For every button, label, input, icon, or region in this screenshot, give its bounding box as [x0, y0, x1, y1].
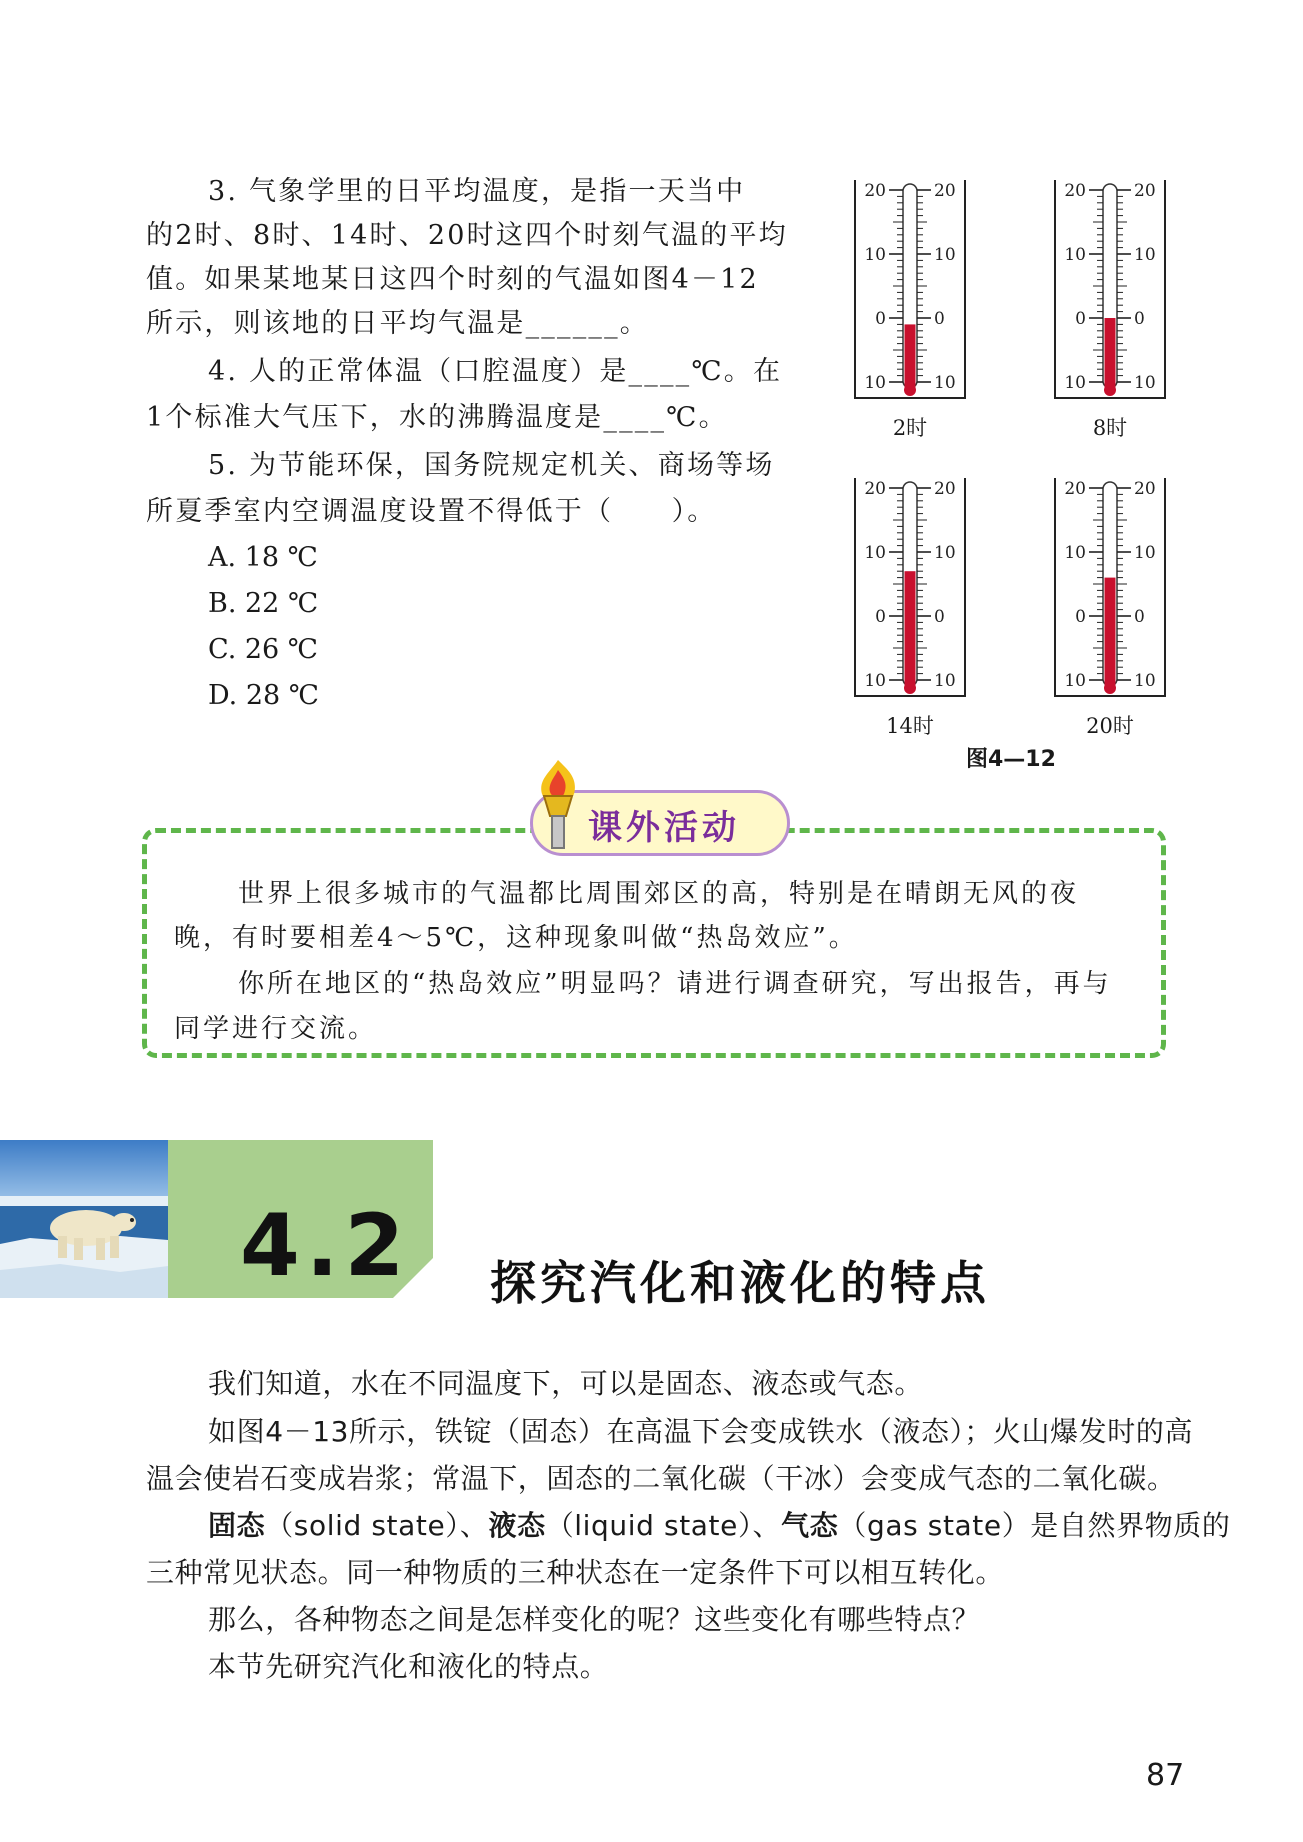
- scale-label: 10: [1064, 245, 1086, 265]
- thermometer-label: 2时: [892, 416, 928, 440]
- q3-line-1: 3. 气象学里的日平均温度，是指一天当中: [208, 176, 746, 207]
- body-paragraph-4: 那么，各种物态之间是怎样变化的呢？这些变化有哪些特点？: [208, 1603, 981, 1636]
- scale-label: 10: [1134, 671, 1156, 691]
- scale-label: 10: [934, 543, 956, 563]
- option-a: A. 18 ℃: [208, 542, 318, 573]
- term-gas: 气态: [781, 1509, 839, 1542]
- scale-label: 10: [1064, 543, 1086, 563]
- scale-label: 0: [934, 607, 945, 627]
- scale-label: 10: [864, 671, 886, 691]
- scale-label: 10: [864, 543, 886, 563]
- scale-label: 0: [1134, 607, 1145, 627]
- scale-label: 20: [864, 181, 886, 201]
- scale-label: 10: [864, 373, 886, 393]
- scale-label: 0: [1075, 607, 1086, 627]
- scale-label: 20: [1134, 181, 1156, 201]
- scale-label: 0: [875, 309, 886, 329]
- term-liquid-en: （liquid state）、: [545, 1509, 782, 1542]
- scale-label: 20: [864, 479, 886, 499]
- option-d: D. 28 ℃: [208, 680, 319, 711]
- page-number: 87: [1146, 1758, 1185, 1793]
- scale-label: 10: [934, 373, 956, 393]
- body-paragraph-2-line-1: 如图4－13所示，铁锭（固态）在高温下会变成铁水（液态）；火山爆发时的高: [208, 1415, 1194, 1448]
- activity-line-2: 晚，有时要相差4～5℃，这种现象叫做“热岛效应”。: [174, 923, 858, 953]
- thermometer-label: 20时: [1086, 714, 1134, 738]
- thermometer: [854, 180, 966, 400]
- scale-label: 20: [1134, 479, 1156, 499]
- mercury-column: [1105, 318, 1116, 390]
- scale-label: 10: [934, 671, 956, 691]
- activity-title: 课外活动: [588, 808, 740, 848]
- mercury-column: [1105, 578, 1116, 688]
- body-paragraph-5: 本节先研究汽化和液化的特点。: [208, 1650, 609, 1683]
- scale-label: 0: [1075, 309, 1086, 329]
- q3-line-2: 的2时、8时、14时、20时这四个时刻气温的平均: [146, 220, 788, 251]
- scale-label: 0: [1134, 309, 1145, 329]
- scale-label: 10: [1064, 671, 1086, 691]
- option-c: C. 26 ℃: [208, 634, 319, 665]
- scale-label: 10: [934, 245, 956, 265]
- thermometer-label: 8时: [1092, 416, 1128, 440]
- body-paragraph-3-line-1: [208, 1504, 1231, 1544]
- q3-line-4: 所示，则该地的日平均气温是______。: [146, 308, 649, 339]
- scale-label: 0: [934, 309, 945, 329]
- term-gas-en: （gas state）是自然界物质的: [838, 1509, 1231, 1542]
- scale-label: 20: [1064, 181, 1086, 201]
- mercury-column: [905, 571, 916, 688]
- q5-line-1: 5. 为节能环保，国务院规定机关、商场等场: [208, 450, 775, 481]
- section-title: 探究汽化和液化的特点: [490, 1256, 990, 1310]
- body-paragraph-1: 我们知道，水在不同温度下，可以是固态、液态或气态。: [208, 1367, 924, 1400]
- scale-label: 20: [1064, 479, 1086, 499]
- scale-label: 10: [864, 245, 886, 265]
- q5-line-2: 所夏季室内空调温度设置不得低于（ ）。: [146, 496, 717, 527]
- term-solid-en: （solid state）、: [265, 1509, 489, 1542]
- scale-label: 10: [1134, 543, 1156, 563]
- q4-line-1: 4. 人的正常体温（口腔温度）是____℃。在: [208, 356, 783, 387]
- thermometer: [854, 478, 966, 698]
- option-b: B. 22 ℃: [208, 588, 319, 619]
- scale-label: 10: [1134, 245, 1156, 265]
- scale-label: 20: [934, 479, 956, 499]
- body-paragraph-2-line-2: 温会使岩石变成岩浆；常温下，固态的二氧化碳（干冰）会变成气态的二氧化碳。: [146, 1462, 1176, 1495]
- q4-line-2: 1个标准大气压下，水的沸腾温度是____℃。: [146, 402, 728, 433]
- polar-bear-photo: [0, 1140, 168, 1298]
- activity-line-3: 你所在地区的“热岛效应”明显吗？请进行调查研究，写出报告，再与: [238, 969, 1112, 999]
- scale-label: 0: [875, 607, 886, 627]
- activity-line-4: 同学进行交流。: [174, 1014, 378, 1044]
- section-number: 4.2: [240, 1196, 411, 1296]
- q3-line-3: 值。如果某地某日这四个时刻的气温如图4－12: [146, 264, 759, 295]
- thermometer: [1054, 478, 1166, 698]
- scale-label: 20: [934, 181, 956, 201]
- term-solid: 固态: [208, 1509, 266, 1542]
- thermometer: [1054, 180, 1166, 400]
- activity-line-1: 世界上很多城市的气温都比周围郊区的高，特别是在晴朗无风的夜: [238, 879, 1080, 909]
- scale-label: 10: [1134, 373, 1156, 393]
- figure-caption: 图4—12: [966, 747, 1056, 772]
- thermometer-label: 14时: [886, 714, 934, 738]
- term-liquid: 液态: [488, 1509, 546, 1542]
- body-paragraph-3-line-2: 三种常见状态。同一种物质的三种状态在一定条件下可以相互转化。: [146, 1556, 1005, 1589]
- torch-icon: [528, 756, 588, 852]
- mercury-column: [905, 324, 916, 390]
- scale-label: 10: [1064, 373, 1086, 393]
